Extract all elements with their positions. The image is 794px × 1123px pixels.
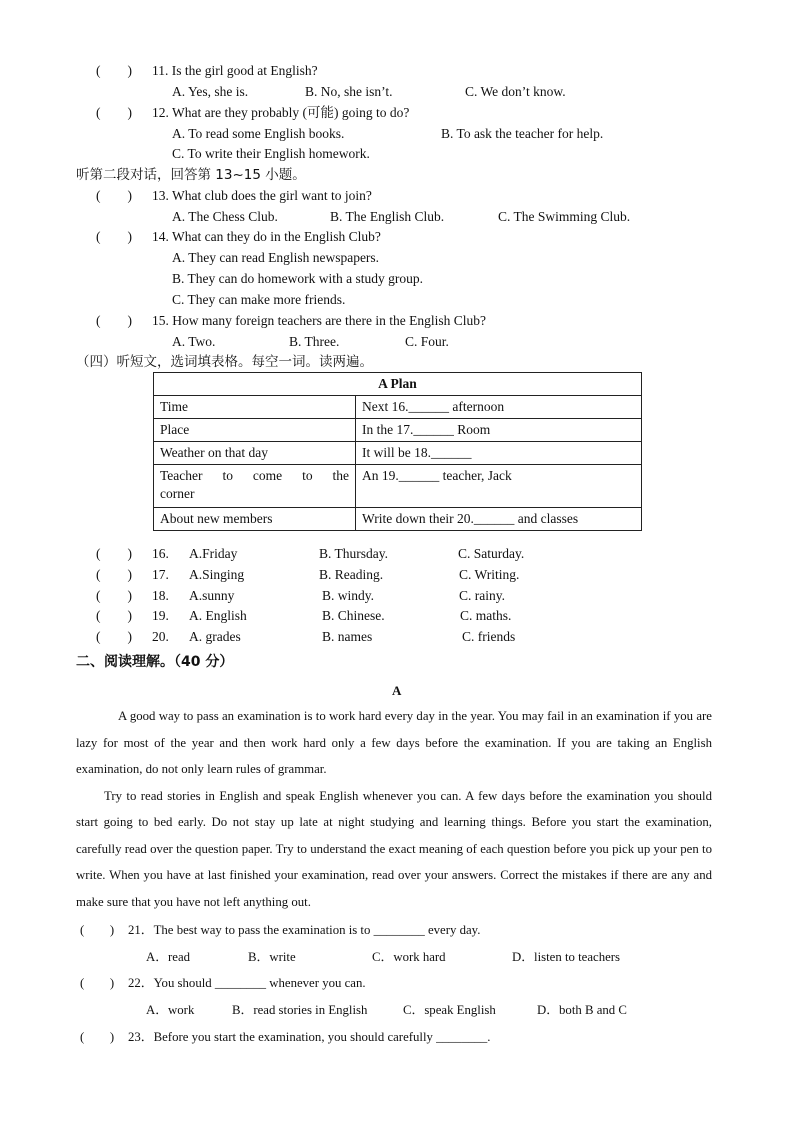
row-label: Weather on that day [154,442,356,465]
passage-title: A [392,683,402,698]
option-b: B. windy. [322,588,375,603]
question-number: 20. [152,629,169,644]
question-text: 11. Is the girl good at English? [152,63,318,78]
option-a: A.Singing [189,567,245,582]
option-c: C．speak English [403,1003,496,1017]
table-row [154,396,642,419]
answer-bracket[interactable]: ( ) [96,63,132,78]
option-b: B. Three. [289,334,340,349]
table-row [154,442,642,465]
answer-bracket[interactable]: ( ) [80,1030,115,1044]
question-text: 14. What can they do in the English Club? [152,229,381,244]
paragraph-1: A good way to pass an examination is to work hard every day in the year. You may fail in an examination if you are lazy for most of the year and then work hard only a few days before the examination. If you are taking an English examination, do not only learn rules of grammar. [76,709,712,776]
question-number: 16. [152,546,169,561]
option-a: A. English [189,608,247,623]
question-text: 12. What are they probably (可能) going to do? [152,105,410,120]
option-a: A．read [146,950,191,964]
question-text: 22．You should ________ whenever you can. [128,976,366,990]
option-b: B. The English Club. [330,209,445,224]
question-number: 19. [152,608,169,623]
option-c: C. Writing. [459,567,520,582]
table-row [154,465,642,508]
question-text: 23．Before you start the examination, you should carefully ________. [128,1030,491,1044]
plan-title-row [154,373,642,396]
answer-bracket[interactable]: ( ) [96,546,132,561]
option-a: A. grades [189,629,241,644]
label-line-2: corner [160,486,195,501]
option-a: A. Two. [172,334,216,349]
option-c: C. friends [462,629,516,644]
option-b: B. Reading. [319,567,384,582]
row-label [154,465,356,508]
option-b: B. No, she isn’t. [305,84,393,99]
plan-table [153,372,642,531]
option-b: B．write [248,950,296,964]
option-c: C．work hard [372,950,446,964]
option-c: C. Four. [405,334,449,349]
option-c: C. maths. [460,608,512,623]
plan-title: A Plan [154,373,642,396]
option-c: C. The Swimming Club. [498,209,631,224]
option-d: D．both B and C [537,1003,627,1017]
label-line-1: Teacher to come to the [160,468,349,483]
question-number: 18. [152,588,169,603]
row-value: In the 17.______ Room [356,419,642,442]
question-text: 13. What club does the girl want to join? [152,188,372,203]
answer-bracket[interactable]: ( ) [96,629,132,644]
table-row [154,508,642,531]
question-text: 15. How many foreign teachers are there in the English Club? [152,313,487,328]
option-a: A．work [146,1003,195,1017]
answer-bracket[interactable]: ( ) [96,608,132,623]
option-a: A. The Chess Club. [172,209,278,224]
row-label: About new members [154,508,356,531]
option-b: B. Chinese. [322,608,385,623]
answer-bracket[interactable]: ( ) [96,229,132,244]
question-number: 17. [152,567,169,582]
answer-bracket[interactable]: ( ) [96,188,132,203]
option-c: C. We don’t know. [465,84,566,99]
reading-heading: 二、阅读理解。（40 分） [76,654,234,670]
answer-bracket[interactable]: ( ) [96,105,132,120]
option-b: B. Thursday. [319,546,388,561]
option-a: A.Friday [189,546,238,561]
row-value: It will be 18.______ [356,442,642,465]
table-row [154,419,642,442]
question-text: 21．The best way to pass the examination is to ________ every day. [128,923,481,937]
option-a: A.sunny [189,588,235,603]
answer-bracket[interactable]: ( ) [96,588,132,603]
row-value: Next 16.______ afternoon [356,396,642,419]
answer-bracket[interactable]: ( ) [96,567,132,582]
paragraph-2: Try to read stories in English and speak English whenever you can. A few days before the examination you should start going to bed early. Do not stay up late at night studying and learning things. Before you start the examination, carefully read over the question paper. Try to understand the exact meaning of each question before you pick up your pen to write. When you have at last finished your examination, read over your answers. Correct the mistakes if there are any and make sure that you have not left anything out. [76,788,712,909]
section-4-instruction: （四）听短文，选词填表格。每空一词。读两遍。 [76,354,373,370]
answer-bracket[interactable]: ( ) [96,313,132,328]
row-value: Write down their 20.______ and classes [356,508,642,531]
option-b: B. To ask the teacher for help. [441,126,604,141]
option-a: A. To read some English books. [172,126,345,141]
option-d: D．listen to teachers [512,950,621,964]
row-label: Time [154,396,356,419]
option-c: C. Saturday. [458,546,525,561]
option-a: A. Yes, she is. [172,84,249,99]
dialog-2-instruction: 听第二段对话，回答第 13~15 小题。 [76,167,306,183]
passage-body [76,703,712,915]
option-c: C. rainy. [459,588,505,603]
row-value: An 19.______ teacher, Jack [356,465,642,508]
option-b: B．read stories in English [232,1003,368,1017]
answer-bracket[interactable]: ( ) [80,923,115,937]
answer-bracket[interactable]: ( ) [80,976,115,990]
row-label: Place [154,419,356,442]
option-b: B. names [322,629,373,644]
option-c: C. To write their English homework. [172,146,370,161]
